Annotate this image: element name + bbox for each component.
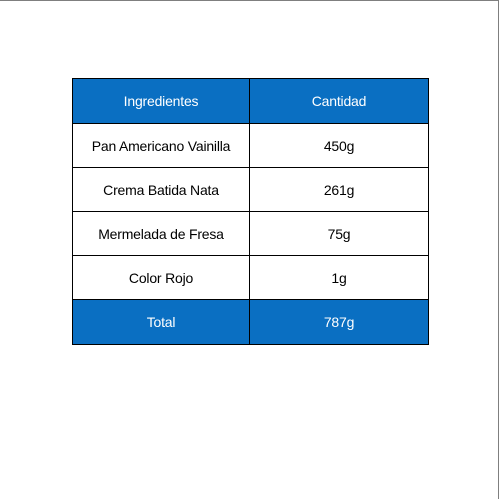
quantity-cell: 75g bbox=[250, 212, 429, 256]
table-row bbox=[73, 124, 429, 168]
total-quantity: 787g bbox=[250, 300, 429, 345]
ingredient-cell: Pan Americano Vainilla bbox=[73, 124, 250, 168]
quantity-cell: 261g bbox=[250, 168, 429, 212]
total-label: Total bbox=[73, 300, 250, 345]
header-cantidad: Cantidad bbox=[250, 79, 429, 124]
table-header-row bbox=[73, 79, 429, 124]
quantity-cell: 1g bbox=[250, 256, 429, 300]
quantity-cell: 450g bbox=[250, 124, 429, 168]
ingredients-table bbox=[72, 78, 429, 345]
table-row bbox=[73, 256, 429, 300]
ingredient-cell: Mermelada de Fresa bbox=[73, 212, 250, 256]
table-row bbox=[73, 212, 429, 256]
ingredient-cell: Crema Batida Nata bbox=[73, 168, 250, 212]
ingredient-cell: Color Rojo bbox=[73, 256, 250, 300]
header-ingredientes: Ingredientes bbox=[73, 79, 250, 124]
table-total-row bbox=[73, 300, 429, 345]
table-row bbox=[73, 168, 429, 212]
